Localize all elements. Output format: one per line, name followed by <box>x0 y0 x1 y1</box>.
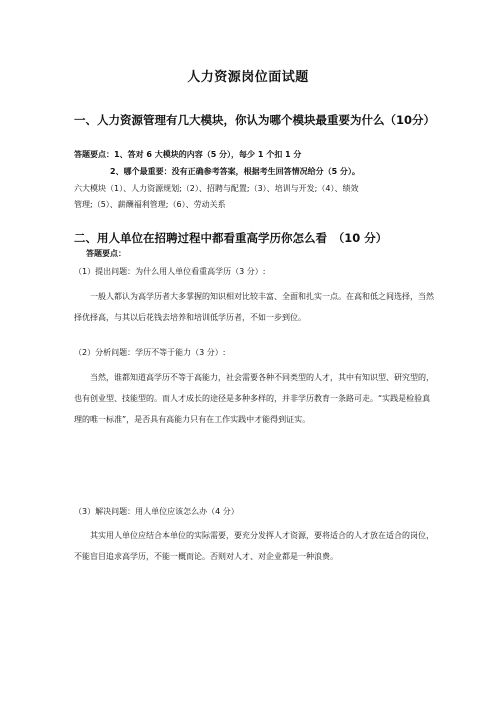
q2-section-3-body: 其实用人单位应结合本单位的实际需要，要充分发挥人才资源，要将适合的人才放在适合的岗位，不能盲目追求高学历，不能一概而论。否则对人才、对企业都是一种浪费。 <box>74 531 434 561</box>
question-1-heading: 一、人力资源管理有几大模块，你认为哪个模块最重要为什么（10分） <box>74 113 435 127</box>
q2-section-3-title: （3）解决问题：用人单位应该怎么办（4 分） <box>74 507 239 516</box>
q2-section-1-title: （1）提出问题：为什么用人单位看重高学历（3 分）: <box>74 267 266 276</box>
document-title: 人力资源岗位面试题 <box>187 70 309 85</box>
q2-section-2-body: 当然，谁都知道高学历不等于高能力，社会需要各种不同类型的人才，其中有知识型、研究型的，也有创业型、技能型的。而人才成长的途径是多种多样的，并非学历教育一条路可走。“实践是检验真理的唯一标准”，是否具有高能力只有在工作实践中才能得到证实。 <box>74 373 434 424</box>
q1-answer-point-2: 2、哪个最重要：没有正确参考答案，根据考生回答情况给分（5 分）。 <box>110 167 360 176</box>
q1-answer-point-1: 答题要点：1、答对 6 大模块的内容（5 分），每少 1 个扣 1 分 <box>74 150 302 159</box>
q1-modules-line-2: 管理;（5）、薪酬福利管理;（6）、劳动关系 <box>74 200 226 209</box>
q2-section-1-body: 一般人都认为高学历者大多掌握的知识相对比较丰富、全面和扎实一点。在高和低之间选择，当然择优择高，与其以后花钱去培养和培训低学历者，不如一步到位。 <box>74 292 434 322</box>
q2-answer-points-label: 答题要点： <box>86 249 126 258</box>
q1-modules-line-1: 六大模块（1）、人力资源规划;（2）、招聘与配置;（3）、培训与开发;（4）、绩效 <box>74 184 359 193</box>
q2-section-2-title: （2）分析问题：学历不等于能力（3 分）: <box>74 348 226 357</box>
question-2-heading: 二、用人单位在招聘过程中都看重高学历你怎么看 （10 分） <box>74 231 388 245</box>
